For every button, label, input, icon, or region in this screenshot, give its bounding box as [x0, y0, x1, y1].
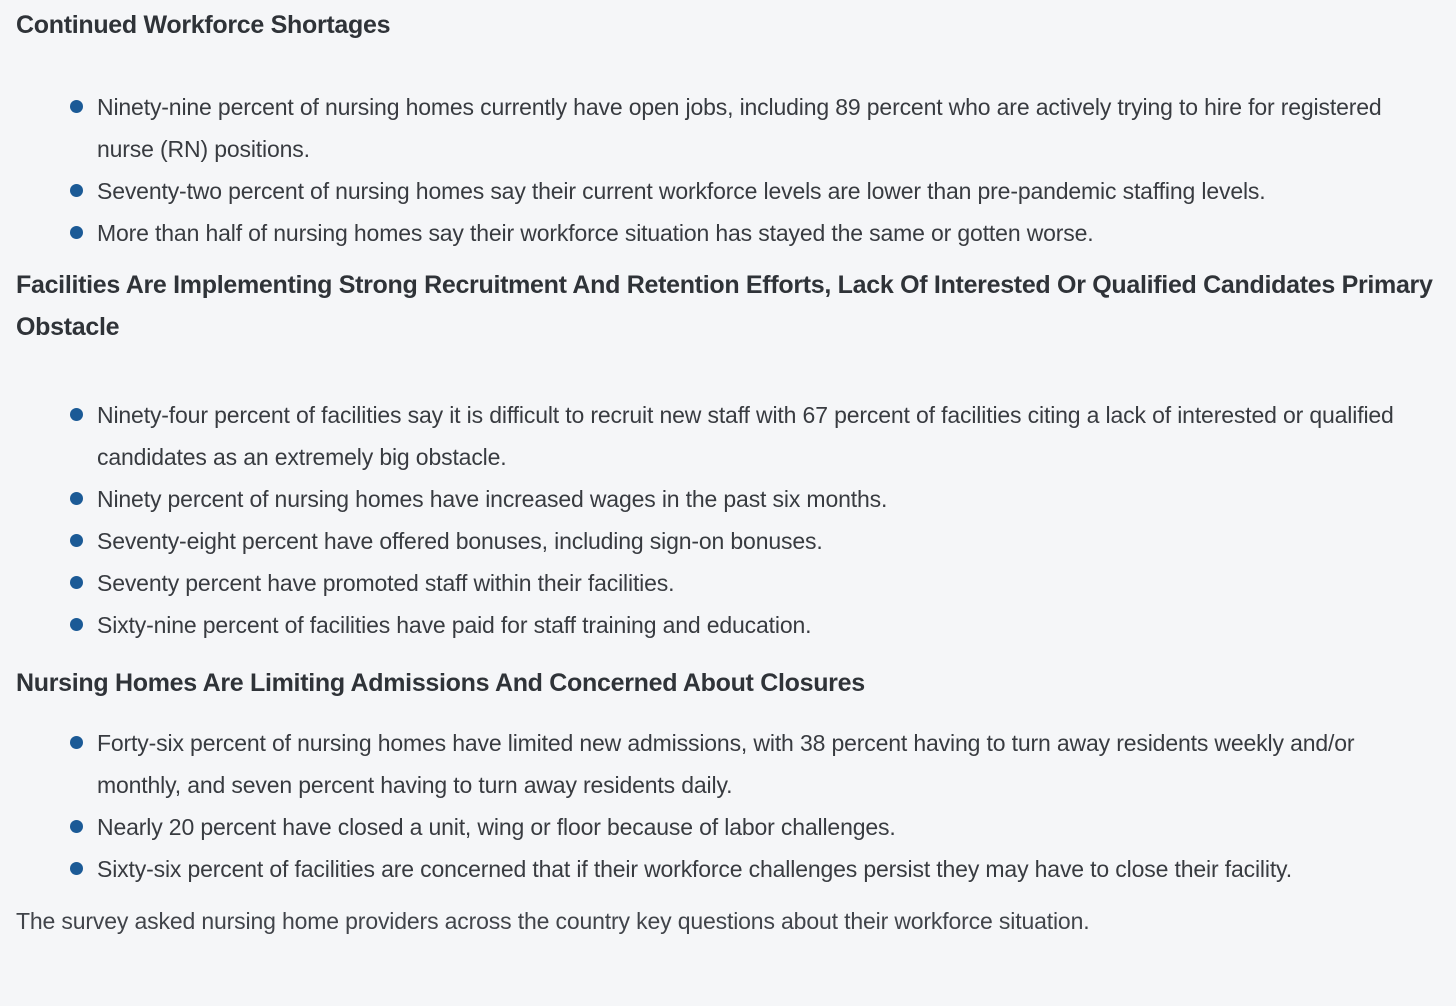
list-item-text: Ninety-nine percent of nursing homes currently have open jobs, including 89 percent who are actively trying to hire for registered nurse (RN) positions.: [97, 94, 1382, 162]
list-item: [97, 212, 1431, 254]
bullet-list: [16, 394, 1450, 646]
list-item-text: Sixty-nine percent of facilities have paid for staff training and education.: [97, 612, 812, 638]
section-heading: Nursing Homes Are Limiting Admissions And Concerned About Closures: [16, 669, 865, 697]
list-item: [97, 520, 1431, 562]
list-item-text: Nearly 20 percent have closed a unit, wing or floor because of labor challenges.: [97, 814, 896, 840]
truncated-paragraph: The survey asked nursing home providers across the country key questions about their workforce situation.: [16, 908, 1090, 934]
list-item: [97, 478, 1431, 520]
list-item: [97, 604, 1431, 646]
bullet-icon: [70, 408, 83, 421]
bullet-icon: [70, 492, 83, 505]
list-item-text: More than half of nursing homes say their workforce situation has stayed the same or gotten worse.: [97, 220, 1094, 246]
bullet-icon: [70, 736, 83, 749]
list-item-text: Seventy-two percent of nursing homes say their current workforce levels are lower than pre-pandemic staffing levels.: [97, 178, 1266, 204]
bullet-icon: [70, 100, 83, 113]
list-item: [97, 86, 1431, 170]
list-item: [97, 722, 1431, 806]
list-item: [97, 562, 1431, 604]
bullet-icon: [70, 184, 83, 197]
bullet-icon: [70, 820, 83, 833]
bullet-icon: [70, 862, 83, 875]
list-item-text: Seventy percent have promoted staff within their facilities.: [97, 570, 675, 596]
bullet-list: [16, 722, 1450, 890]
section-heading: Facilities Are Implementing Strong Recruitment And Retention Efforts, Lack Of Interested Or Qualified Candidates Primary Obstacle: [16, 271, 1433, 341]
list-item: [97, 170, 1431, 212]
bullet-icon: [70, 226, 83, 239]
section-recruitment-retention: [16, 264, 1450, 646]
list-item-text: Ninety percent of nursing homes have increased wages in the past six months.: [97, 486, 888, 512]
list-item-text: Sixty-six percent of facilities are concerned that if their workforce challenges persist they may have to close their facility.: [97, 856, 1292, 882]
list-item: [97, 848, 1431, 890]
list-item-text: Ninety-four percent of facilities say it is difficult to recruit new staff with 67 percent of facilities citing a lack of interested or qualified candidates as an extremely big obstacle.: [97, 402, 1394, 470]
bullet-icon: [70, 534, 83, 547]
list-item: [97, 806, 1431, 848]
list-item-text: Seventy-eight percent have offered bonuses, including sign-on bonuses.: [97, 528, 823, 554]
section-heading: Continued Workforce Shortages: [16, 11, 391, 39]
section-admissions-closures: [16, 662, 1450, 890]
bullet-icon: [70, 576, 83, 589]
bullet-list: [16, 86, 1450, 254]
bullet-icon: [70, 618, 83, 631]
list-item-text: Forty-six percent of nursing homes have limited new admissions, with 38 percent having to turn away residents weekly and/or monthly, and seven percent having to turn away residents daily.: [97, 730, 1355, 798]
section-workforce-shortages: [16, 4, 1450, 254]
list-item: [97, 394, 1431, 478]
